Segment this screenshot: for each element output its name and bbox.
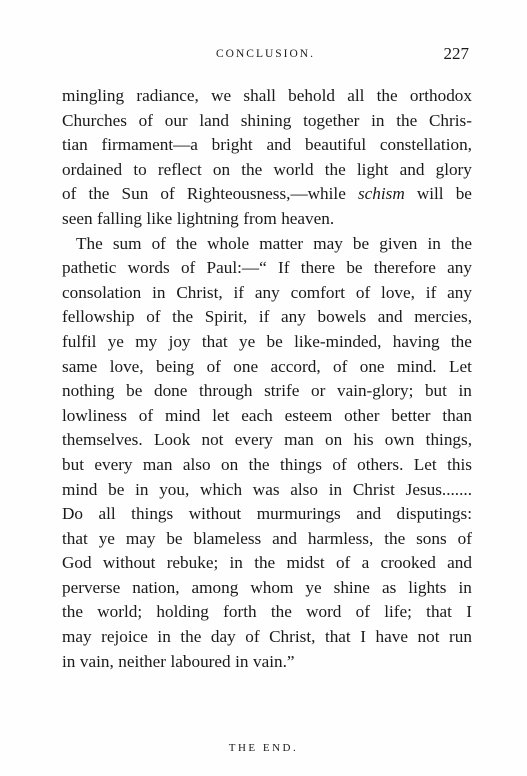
word: being xyxy=(156,356,195,376)
word: of xyxy=(457,528,472,548)
word: Spirit, xyxy=(204,307,248,327)
text-line xyxy=(62,305,472,330)
word: have xyxy=(375,627,408,647)
word: that xyxy=(201,331,228,351)
word: disputings: xyxy=(396,504,472,524)
word: other xyxy=(344,405,380,425)
word: each xyxy=(241,405,273,425)
word: life; xyxy=(384,602,412,622)
word: Churches xyxy=(62,110,127,130)
word: Jesus....... xyxy=(405,479,472,499)
word: done xyxy=(153,381,188,401)
word: like xyxy=(146,208,173,228)
text-line xyxy=(62,600,472,625)
word: every xyxy=(234,430,273,450)
word: if xyxy=(233,282,245,302)
word: Christ, xyxy=(176,282,223,302)
word: having xyxy=(392,331,440,351)
word: vain.” xyxy=(253,651,295,671)
word: joy xyxy=(168,331,191,351)
word: ordained xyxy=(62,159,123,179)
word: without xyxy=(188,504,242,524)
word: shall xyxy=(243,86,276,105)
word: through xyxy=(199,381,253,401)
word: in xyxy=(371,110,385,130)
word: fellowship xyxy=(62,307,135,327)
word: may xyxy=(313,233,343,253)
word: lightning xyxy=(176,208,239,228)
word: holding xyxy=(156,602,209,622)
word: the xyxy=(172,307,194,327)
word: in xyxy=(152,282,166,302)
word: vain, xyxy=(79,651,114,671)
word: the xyxy=(270,602,292,622)
emphasis-word: schism xyxy=(357,184,405,204)
word: comfort xyxy=(290,282,345,302)
word: any xyxy=(447,258,472,278)
word: there xyxy=(300,258,336,278)
word: falling xyxy=(97,208,142,228)
word: same xyxy=(62,356,98,376)
text-line xyxy=(62,182,472,207)
word: shine xyxy=(333,577,370,597)
word: if xyxy=(258,307,270,327)
word: fulfil xyxy=(62,331,97,351)
word: orthodox xyxy=(409,86,472,105)
word: therefore xyxy=(373,258,436,278)
word: and xyxy=(356,504,382,524)
word: I xyxy=(466,602,472,622)
word: the xyxy=(450,331,472,351)
word: mind xyxy=(164,405,201,425)
word: of xyxy=(146,307,161,327)
word: Let xyxy=(413,454,437,474)
word: of xyxy=(206,356,221,376)
word: blameless xyxy=(193,528,262,548)
text-line xyxy=(62,527,472,552)
word: forth xyxy=(223,602,257,622)
text-line xyxy=(62,453,472,478)
word: Do xyxy=(62,504,84,524)
word: I xyxy=(360,627,366,647)
text-line xyxy=(62,330,472,355)
word: the xyxy=(180,627,202,647)
page-number: 227 xyxy=(443,44,469,63)
word: sum xyxy=(112,233,142,253)
text-line xyxy=(62,478,472,503)
word: word xyxy=(306,602,342,622)
word: lowliness xyxy=(62,405,127,425)
word: that xyxy=(324,627,351,647)
word: of xyxy=(332,454,347,474)
word: and xyxy=(447,553,472,573)
word: ye xyxy=(107,331,124,351)
word: also xyxy=(182,454,211,474)
word: glory xyxy=(435,159,472,179)
word: Sun xyxy=(121,184,149,204)
word: others. xyxy=(357,454,404,474)
word: in xyxy=(135,479,149,499)
word: the xyxy=(176,233,197,253)
word: Christ xyxy=(352,479,395,499)
word: words xyxy=(127,258,170,278)
word: all xyxy=(98,504,116,524)
word: whole xyxy=(207,233,250,253)
word: this xyxy=(447,454,472,474)
word: as xyxy=(381,577,397,597)
word: be xyxy=(455,184,472,204)
word: perverse xyxy=(62,577,121,597)
word: like-minded, xyxy=(294,331,382,351)
word: any xyxy=(281,307,306,327)
word: Righteousness,—while xyxy=(186,184,346,204)
word: in xyxy=(62,651,76,671)
word: not xyxy=(201,430,224,450)
word: the xyxy=(396,110,418,130)
word: on xyxy=(325,430,343,450)
word: the xyxy=(241,159,263,179)
word: the xyxy=(248,454,270,474)
word: was xyxy=(252,479,280,499)
word: bright xyxy=(211,135,253,155)
word: God xyxy=(62,553,92,573)
text-line xyxy=(62,379,472,404)
word: may xyxy=(125,528,156,548)
word: of xyxy=(335,553,351,573)
word: given xyxy=(379,233,418,253)
word: that xyxy=(426,602,452,622)
word: be xyxy=(266,331,283,351)
word: laboured xyxy=(170,651,231,671)
word: love, xyxy=(381,282,415,302)
word: the xyxy=(450,233,472,253)
word: together xyxy=(303,110,360,130)
body-text xyxy=(62,84,472,674)
word: things xyxy=(131,504,174,524)
word: esteem xyxy=(284,405,333,425)
word: man xyxy=(284,430,314,450)
word: heaven. xyxy=(281,208,335,228)
word: be xyxy=(352,233,370,253)
word: mercies, xyxy=(414,307,472,327)
word: may xyxy=(62,627,92,647)
word: in xyxy=(235,651,249,671)
word: or xyxy=(311,381,326,401)
word: day xyxy=(210,627,236,647)
text-line xyxy=(62,551,472,576)
word: firmament—a xyxy=(101,135,198,155)
text-line xyxy=(62,650,472,675)
word: of xyxy=(333,356,348,376)
word: his xyxy=(353,430,374,450)
word: not xyxy=(417,627,440,647)
word: nothing xyxy=(62,381,115,401)
word: love, xyxy=(109,356,144,376)
word: in xyxy=(458,381,472,401)
word: shining xyxy=(240,110,292,130)
word: but xyxy=(62,454,84,474)
word: one xyxy=(359,356,385,376)
word: be xyxy=(346,258,363,278)
word: the xyxy=(376,86,398,105)
word: of xyxy=(160,184,175,204)
word: themselves. xyxy=(62,430,143,450)
word: of xyxy=(62,184,77,204)
word: Chris- xyxy=(428,110,472,130)
word: better xyxy=(391,405,431,425)
word: of xyxy=(138,110,153,130)
word: will xyxy=(416,184,444,204)
word: be xyxy=(108,479,125,499)
word: on xyxy=(220,454,239,474)
word: whom xyxy=(250,577,294,597)
word: run xyxy=(449,627,472,647)
word: strife xyxy=(264,381,300,401)
word: sons xyxy=(416,528,447,548)
word: the xyxy=(62,602,83,622)
word: in xyxy=(328,479,343,499)
word: rebuke; xyxy=(166,553,219,573)
text-line xyxy=(62,404,472,429)
word: one xyxy=(233,356,259,376)
word: things xyxy=(279,454,322,474)
text-line xyxy=(62,281,472,306)
word: be xyxy=(126,381,143,401)
word: world; xyxy=(97,602,143,622)
word: be xyxy=(166,528,183,548)
word: of xyxy=(180,258,196,278)
word: of xyxy=(138,405,154,425)
word: bowels xyxy=(317,307,367,327)
text-line xyxy=(62,84,472,109)
running-title: CONCLUSION. xyxy=(216,48,315,60)
word: behold xyxy=(288,86,335,105)
word: light xyxy=(356,159,389,179)
the-end-mark: THE END. xyxy=(228,742,299,754)
word: nation, xyxy=(132,577,180,597)
word: all xyxy=(347,86,365,105)
text-line xyxy=(62,133,472,158)
word: pathetic xyxy=(62,258,117,278)
word: of xyxy=(355,602,370,622)
word: accord, xyxy=(270,356,321,376)
text-line xyxy=(62,256,472,281)
word: any xyxy=(254,282,280,302)
word: mind xyxy=(62,479,98,499)
word: lights xyxy=(408,577,447,597)
word: to xyxy=(133,159,147,179)
word: on xyxy=(212,159,231,179)
word: midst xyxy=(286,553,325,573)
word: rejoice xyxy=(101,627,148,647)
word: Christ, xyxy=(269,627,316,647)
word: constellation, xyxy=(379,135,472,155)
word: a xyxy=(361,553,370,573)
word: tian xyxy=(62,135,88,155)
word: The xyxy=(76,233,103,253)
word: which xyxy=(200,479,243,499)
running-head xyxy=(62,44,469,66)
word: ye xyxy=(305,577,322,597)
word: of xyxy=(355,282,371,302)
word: ye xyxy=(98,528,115,548)
word: you, xyxy=(159,479,190,499)
word: land xyxy=(199,110,229,130)
word: the xyxy=(254,553,276,573)
word: my xyxy=(135,331,158,351)
word: mingling xyxy=(62,86,125,105)
word: and xyxy=(272,528,297,548)
word: ye xyxy=(238,331,256,351)
word: in xyxy=(427,233,441,253)
word: Let xyxy=(448,356,472,376)
word: in xyxy=(157,627,171,647)
word: man xyxy=(142,454,173,474)
word: without xyxy=(102,553,156,573)
word: any xyxy=(447,282,472,302)
word: of xyxy=(245,627,260,647)
word: and xyxy=(377,307,403,327)
word: and xyxy=(266,135,292,155)
word: if xyxy=(425,282,437,302)
word: the xyxy=(324,159,346,179)
word: of xyxy=(151,233,166,253)
word: that xyxy=(62,528,88,548)
word: neither xyxy=(118,651,166,671)
word: from xyxy=(243,208,277,228)
word: and xyxy=(399,159,425,179)
word: Paul:—“ xyxy=(206,258,267,278)
text-line xyxy=(62,576,472,601)
word: consolation xyxy=(62,282,142,302)
text-line xyxy=(62,109,472,134)
word: in xyxy=(229,553,243,573)
word: own xyxy=(384,430,415,450)
word: our xyxy=(164,110,188,130)
word: matter xyxy=(259,233,304,253)
text-line xyxy=(62,232,472,257)
word: but xyxy=(424,381,447,401)
word: the xyxy=(88,184,110,204)
word: we xyxy=(211,86,232,105)
word: also xyxy=(290,479,318,499)
word: in xyxy=(458,577,472,597)
word: things, xyxy=(425,430,472,450)
text-line xyxy=(62,625,472,650)
text-line xyxy=(62,158,472,183)
word: than xyxy=(442,405,472,425)
word: mind. xyxy=(396,356,437,376)
text-line xyxy=(62,207,472,232)
word: among xyxy=(191,577,239,597)
text-line xyxy=(62,428,472,453)
word: If xyxy=(277,258,290,278)
word: Look xyxy=(153,430,191,450)
text-line xyxy=(62,502,472,527)
word: beautiful xyxy=(305,135,367,155)
word: the xyxy=(384,528,406,548)
word: world xyxy=(273,159,314,179)
word: every xyxy=(94,454,133,474)
word: vain-glory; xyxy=(336,381,414,401)
word: murmurings xyxy=(256,504,341,524)
word: harmless, xyxy=(307,528,374,548)
word: crooked xyxy=(380,553,436,573)
text-line xyxy=(62,355,472,380)
word: let xyxy=(212,405,230,425)
word: seen xyxy=(62,208,93,228)
word: reflect xyxy=(157,159,202,179)
word: radiance, xyxy=(136,86,199,105)
